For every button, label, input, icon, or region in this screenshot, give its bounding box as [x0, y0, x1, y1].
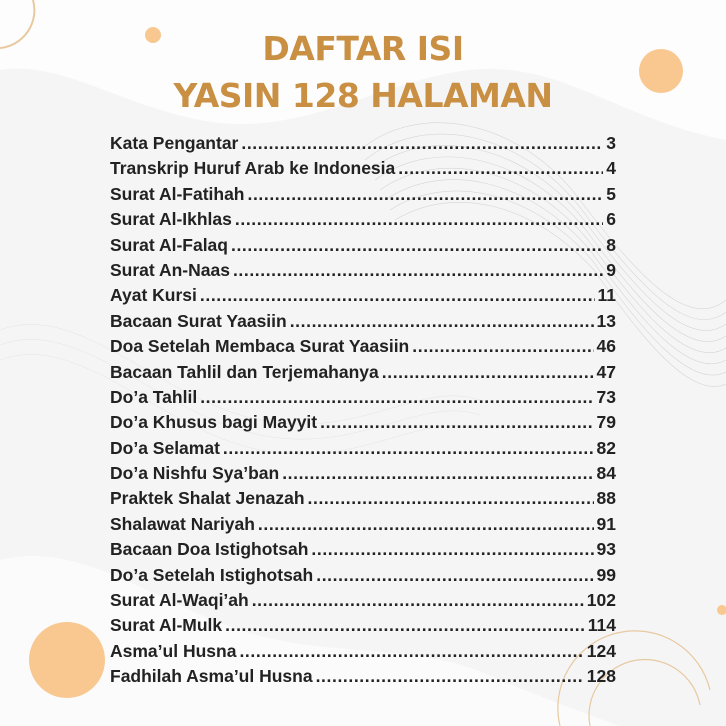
- toc-entry: [110, 385, 616, 410]
- toc-entry-page: 8: [606, 234, 616, 255]
- dot-leader: [200, 385, 593, 410]
- dot-leader: [290, 309, 594, 334]
- toc-entry-title: Surat Al-Falaq: [110, 234, 228, 255]
- toc-entry-page: 11: [597, 285, 616, 306]
- toc-entry-title: Surat An-Naas: [110, 259, 230, 280]
- dot-leader: [200, 283, 595, 308]
- dot-leader: [231, 233, 603, 258]
- toc-entry-title: Praktek Shalat Jenazah: [110, 488, 305, 509]
- toc-entry-page: 79: [596, 412, 616, 433]
- toc-entry-title: Surat Al-Ikhlas: [110, 209, 232, 230]
- dot-leader: [258, 512, 594, 537]
- toc-entry-page: 3: [606, 133, 616, 153]
- toc-entry: [110, 309, 616, 334]
- dot-leader: [233, 258, 603, 283]
- toc-entry-page: 5: [606, 183, 616, 204]
- toc-entry-title: Asma’ul Husna: [110, 640, 237, 661]
- toc-entry-title: Transkrip Huruf Arab ke Indonesia: [110, 158, 396, 179]
- toc-entry: [110, 156, 616, 181]
- toc-entry: [110, 360, 616, 385]
- toc-entry-title: Do’a Selamat: [110, 437, 220, 458]
- toc-entry: [110, 461, 616, 486]
- toc-entry-page: 128: [586, 666, 616, 687]
- dot-leader: [252, 588, 584, 613]
- toc-entry: [110, 182, 616, 207]
- toc-entry-title: Do’a Nishfu Sya’ban: [110, 463, 280, 484]
- toc-entry-page: 84: [596, 463, 616, 484]
- circle-bottom-left: [29, 622, 105, 698]
- toc-entry-title: Do’a Khusus bagi Mayyit: [110, 412, 318, 433]
- toc-entry: [110, 588, 616, 613]
- page-title: DAFTAR ISI: [262, 29, 464, 68]
- toc-entry: [110, 283, 616, 308]
- dot-leader: [316, 563, 593, 588]
- dot-small-right: [717, 605, 726, 615]
- toc-entry-page: 88: [596, 488, 616, 509]
- toc-entry: [110, 258, 616, 283]
- toc-entry-page: 102: [586, 590, 616, 611]
- toc-entry: [110, 207, 616, 232]
- toc-entry: [110, 613, 616, 638]
- toc-entry-title: Ayat Kursi: [110, 285, 197, 306]
- toc-entry-page: 73: [596, 386, 616, 407]
- toc-entry-title: Doa Setelah Membaca Surat Yaasiin: [110, 336, 410, 357]
- toc-entry-title: Shalawat Nariyah: [110, 513, 255, 534]
- toc-entry: [110, 334, 616, 359]
- toc-entry-title: Surat Al-Mulk: [110, 615, 223, 636]
- toc-entry-page: 99: [596, 564, 616, 585]
- toc-entry: [110, 563, 616, 588]
- toc-entry: [110, 639, 616, 664]
- toc-entry-page: 47: [596, 361, 616, 382]
- dot-leader: [382, 360, 594, 385]
- toc-entry-page: 93: [596, 539, 616, 560]
- page-subtitle: YASIN 128 HALAMAN: [173, 76, 553, 115]
- toc-entry-page: 91: [596, 513, 616, 534]
- toc-entry-title: Do’a Tahlil: [110, 386, 198, 407]
- toc-entry-page: 13: [596, 310, 616, 331]
- dot-leader: [248, 182, 604, 207]
- toc-entry: [110, 410, 616, 435]
- toc-entry-page: 4: [606, 158, 616, 179]
- toc-entry-page: 124: [586, 640, 616, 661]
- toc-entry-title: Bacaan Surat Yaasiin: [110, 310, 287, 331]
- dot-leader: [316, 664, 584, 689]
- toc-entry: [110, 664, 616, 689]
- toc-entry: [110, 131, 616, 156]
- toc-entry-title: Fadhilah Asma’ul Husna: [110, 666, 313, 687]
- toc-entry-page: 114: [587, 615, 616, 636]
- dot-leader: [282, 461, 593, 486]
- toc-entry: [110, 512, 616, 537]
- dot-leader: [412, 334, 593, 359]
- toc-entry-page: 6: [606, 209, 616, 230]
- dot-leader: [235, 207, 603, 232]
- toc-entry-page: 82: [596, 437, 616, 458]
- toc-entry-title: Kata Pengantar: [110, 133, 239, 153]
- dot-leader: [398, 156, 603, 181]
- toc-entry-page: 46: [596, 336, 616, 357]
- toc-entry-title: Surat Al-Fatihah: [110, 183, 245, 204]
- toc-entry: [110, 233, 616, 258]
- toc-entry-title: Do’a Setelah Istighotsah: [110, 564, 314, 585]
- dot-leader: [308, 486, 594, 511]
- toc-entry-title: Bacaan Tahlil dan Terjemahanya: [110, 361, 379, 382]
- toc-entry-title: Bacaan Doa Istighotsah: [110, 539, 309, 560]
- dot-leader: [311, 537, 593, 562]
- toc-entry: [110, 486, 616, 511]
- dot-leader: [223, 436, 594, 461]
- dot-leader: [239, 639, 583, 664]
- dot-leader: [241, 131, 603, 156]
- table-of-contents: [110, 131, 616, 690]
- dot-leader: [320, 410, 593, 435]
- toc-entry: [110, 436, 616, 461]
- toc-entry: [110, 537, 616, 562]
- toc-entry-page: 9: [606, 259, 616, 280]
- toc-entry-title: Surat Al-Waqi’ah: [110, 590, 249, 611]
- dot-leader: [225, 613, 585, 638]
